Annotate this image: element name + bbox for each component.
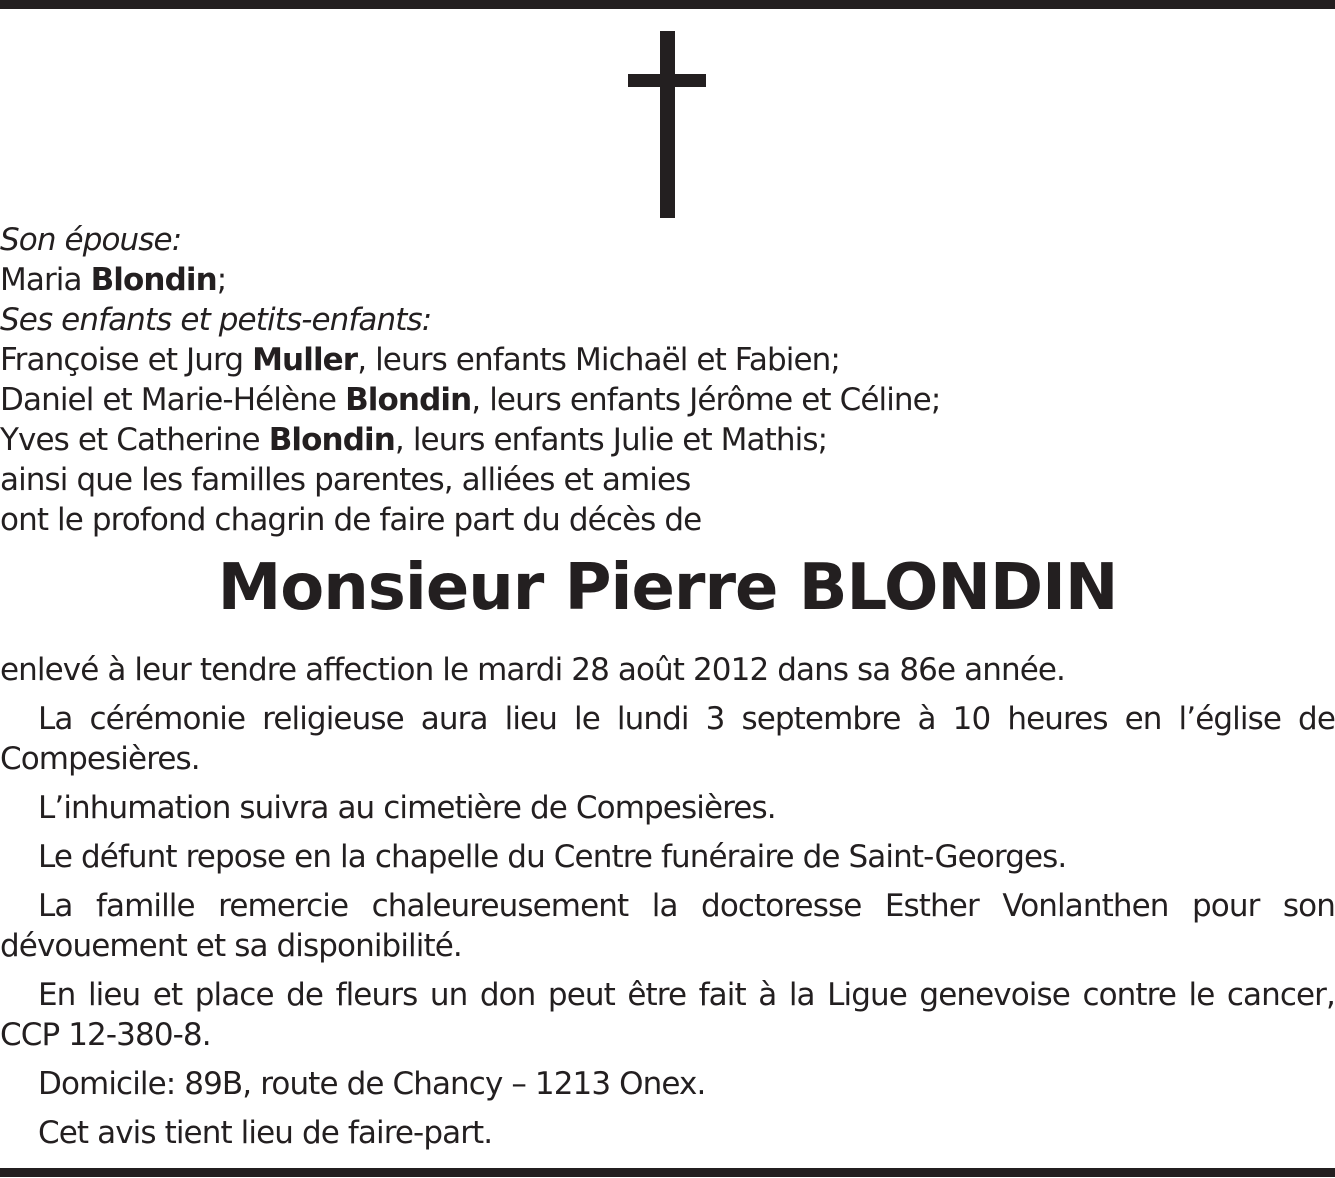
family-list xyxy=(0,220,1335,540)
deceased-name: Monsieur Pierre BLONDIN xyxy=(217,551,1118,625)
spouse-label: Son épouse: xyxy=(0,222,182,258)
donation-paragraph: En lieu et place de fleurs un don peut être fait à la Ligue genevoise contre le cancer, CCP 12-380-8. xyxy=(0,977,1335,1053)
address-paragraph: Domicile: 89B, route de Chancy – 1213 Onex. xyxy=(38,1066,706,1102)
family-line xyxy=(0,340,1335,380)
family-line xyxy=(0,420,1335,460)
children-label: Ses enfants et petits-enfants: xyxy=(0,302,432,338)
spouse-line-end: ; xyxy=(216,262,227,298)
closing-line: ont le profond chagrin de faire part du décès de xyxy=(0,502,702,538)
family-line-post: , leurs enfants Julie et Mathis; xyxy=(394,422,828,458)
family-line-pre: Françoise et Jurg xyxy=(0,342,244,378)
spouse-line xyxy=(0,260,1335,300)
death-paragraph: enlevé à leur tendre affection le mardi 28 août 2012 dans sa 86e année. xyxy=(0,652,1066,688)
top-border xyxy=(0,0,1335,9)
spouse-first-name: Maria xyxy=(0,262,82,298)
rest-paragraph: Le défunt repose en la chapelle du Centre funéraire de Saint-Georges. xyxy=(38,839,1067,875)
family-line xyxy=(0,380,1335,420)
bottom-border xyxy=(0,1168,1335,1177)
closing-line: ainsi que les familles parentes, alliées et amies xyxy=(0,462,691,498)
family-line-post: , leurs enfants Michaël et Fabien; xyxy=(357,342,840,378)
family-line-name: Blondin xyxy=(268,422,395,458)
notice-paragraph: Cet avis tient lieu de faire-part. xyxy=(38,1115,493,1151)
family-line-pre: Daniel et Marie-Hélène xyxy=(0,382,337,418)
burial-paragraph: L’inhumation suivra au cimetière de Compesières. xyxy=(38,790,776,826)
ceremony-paragraph: La cérémonie religieuse aura lieu le lundi 3 septembre à 10 heures en l’église de Compesières. xyxy=(0,701,1335,777)
family-line-pre: Yves et Catherine xyxy=(0,422,260,458)
thanks-paragraph: La famille remercie chaleureusement la doctoresse Esther Vonlanthen pour son dévouement et sa disponibilité. xyxy=(0,888,1335,964)
notice-body xyxy=(0,650,1335,1162)
family-line-name: Blondin xyxy=(345,382,472,418)
spouse-last-name: Blondin xyxy=(90,262,217,298)
family-line-name: Muller xyxy=(252,342,358,378)
family-line-post: , leurs enfants Jérôme et Céline; xyxy=(471,382,941,418)
